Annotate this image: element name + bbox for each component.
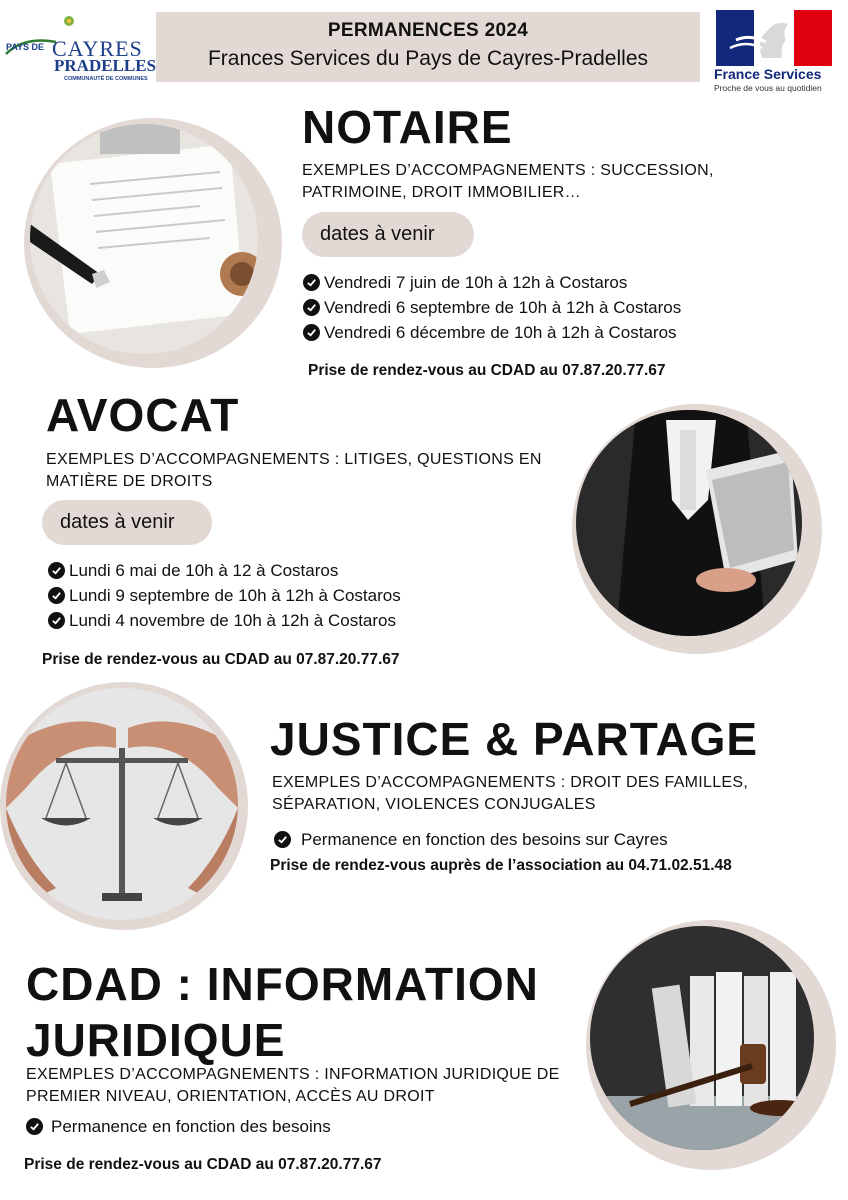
logo-cayres: CAYRES — [52, 36, 143, 61]
cdad-rdv: Prise de rendez-vous au CDAD au 07.87.20.77.67 — [24, 1156, 382, 1173]
justice-title: JUSTICE & PARTAGE — [270, 713, 759, 765]
header-banner — [156, 12, 700, 82]
notaire-description: EXEMPLES D’ACCOMPAGNEMENTS : SUCCESSION, PATRIMOINE, DROIT IMMOBILIER… — [302, 162, 714, 201]
page-title: PERMANENCES 2024 — [327, 20, 529, 41]
justice-description: EXEMPLES D’ACCOMPAGNEMENTS : DROIT DES FAMILLES, SÉPARATION, VIOLENCES CONJUGALES — [272, 774, 749, 813]
cdad-photo — [590, 926, 814, 1150]
list-item: Lundi 9 septembre de 10h à 12h à Costaros — [48, 583, 401, 608]
logo-communaute: COMMUNAUTÉ DE COMMUNES — [64, 76, 148, 82]
cdad-title-line1: CDAD : INFORMATION — [26, 958, 539, 1010]
list-item: Lundi 6 mai de 10h à 12 à Costaros — [48, 558, 401, 583]
justice-rdv: Prise de rendez-vous auprès de l’association au 04.71.02.51.48 — [270, 857, 732, 874]
document-pen-image — [30, 124, 258, 354]
page-subtitle: Frances Services du Pays de Cayres-Pradelles — [207, 47, 648, 70]
cdad-list — [26, 1114, 331, 1139]
check-circle-icon — [48, 562, 65, 579]
lawyer-robe-image — [576, 410, 802, 636]
avocat-dates-pill: dates à venir — [42, 500, 212, 545]
avocat-rdv: Prise de rendez-vous au CDAD au 07.87.20.77.67 — [42, 651, 400, 668]
avocat-description: EXEMPLES D’ACCOMPAGNEMENTS : LITIGES, QUESTIONS EN MATIÈRE DE DROITS — [46, 451, 542, 490]
scales-hands-image — [6, 688, 238, 920]
check-circle-icon — [303, 274, 320, 291]
justice-photo — [6, 688, 238, 920]
list-item: Vendredi 6 décembre de 10h à 12h à Costaros — [303, 320, 681, 345]
notaire-dates-list — [303, 270, 681, 345]
check-circle-icon — [26, 1118, 43, 1135]
france-services-logo — [712, 8, 842, 94]
avocat-title: AVOCAT — [46, 389, 240, 441]
france-services-name: France Services — [714, 66, 822, 82]
justice-list — [274, 827, 668, 852]
notaire-rdv: Prise de rendez-vous au CDAD au 07.87.20.77.67 — [308, 362, 666, 379]
france-services-tagline: Proche de vous au quotidien — [714, 83, 822, 93]
logo-pays-de: PAYS DE — [6, 42, 45, 52]
avocat-photo — [576, 410, 802, 636]
books-gavel-image — [590, 926, 814, 1150]
cdad-description: EXEMPLES D’ACCOMPAGNEMENTS : INFORMATION JURIDIQUE DE PREMIER NIVEAU, ORIENTATION, ACCÈS AU DROIT — [26, 1066, 560, 1105]
list-item: Vendredi 6 septembre de 10h à 12h à Costaros — [303, 295, 681, 320]
pays-cayres-pradelles-logo — [4, 14, 157, 84]
check-circle-icon — [48, 587, 65, 604]
notaire-dates-pill: dates à venir — [302, 212, 474, 257]
cdad-title-line2: JURIDIQUE — [26, 1014, 286, 1066]
cdad-title — [26, 956, 539, 1068]
list-item: Permanence en fonction des besoins sur Cayres — [274, 827, 668, 852]
leaf-icon — [62, 14, 76, 28]
check-circle-icon — [48, 612, 65, 629]
check-circle-icon — [303, 324, 320, 341]
notaire-photo — [30, 124, 258, 354]
list-item: Vendredi 7 juin de 10h à 12h à Costaros — [303, 270, 681, 295]
list-item: Lundi 4 novembre de 10h à 12h à Costaros — [48, 608, 401, 633]
marianne-flag-icon — [716, 10, 832, 66]
avocat-dates-list — [48, 558, 401, 633]
logo-pradelles: PRADELLES — [54, 56, 157, 75]
check-circle-icon — [274, 831, 291, 848]
check-circle-icon — [303, 299, 320, 316]
list-item: Permanence en fonction des besoins — [26, 1114, 331, 1139]
notaire-title: NOTAIRE — [302, 101, 513, 153]
